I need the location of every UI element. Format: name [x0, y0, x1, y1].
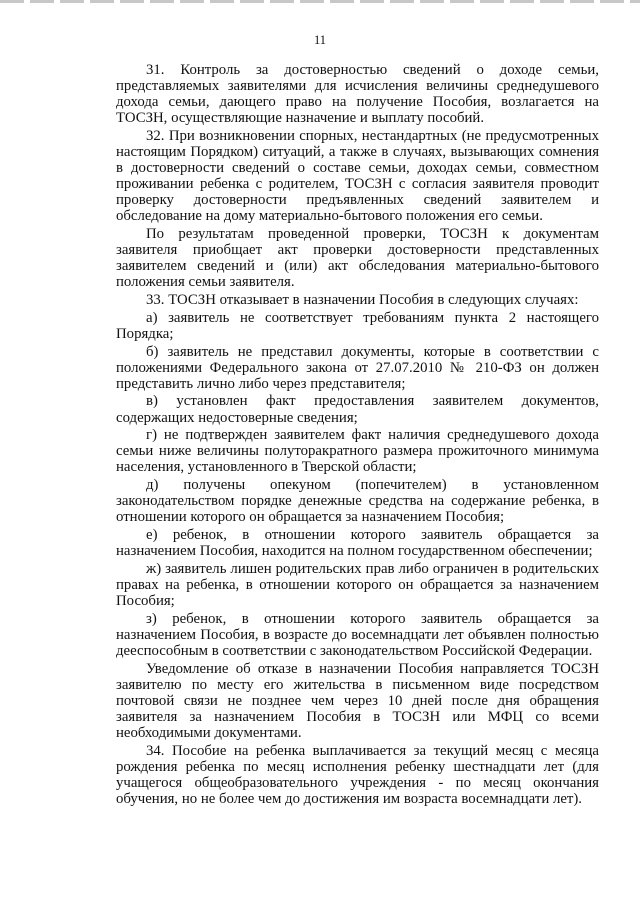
list-item-e: е) ребенок, в отношении которого заявитель обращается за назначением Пособия, находится на полном государственном обеспечении; [116, 526, 599, 560]
scan-edge-artifact [0, 0, 640, 3]
paragraph-33: 33. ТОСЗН отказывает в назначении Пособия в следующих случаях: [146, 292, 579, 309]
paragraph-32: 32. При возникновении спорных, нестандартных (не предусмотренных настоящим Порядком) ситуаций, а также в случаях, вызывающих сомнения в достоверности сведений о составе семьи, доходах семьи, совместном проживании ребенка с родителем, ТОСЗН с согласия заявителя проводит проверку достоверности предъявленных сведений заявителем и обследование на дому материально-бытового положения его семьи. [116, 127, 599, 225]
list-item-a: а) заявитель не соответствует требованиям пункта 2 настоящего Порядка; [116, 309, 599, 342]
list-item-zh: ж) заявитель лишен родительских прав либо ограничен в родительских правах на ребенка, в отношении которого он обращается за назначением Пособия; [116, 560, 599, 609]
paragraph-refusal-notice: Уведомление об отказе в назначении Пособия направляется ТОСЗН заявителю по месту его жительства в письменном виде посредством почтовой связи не позднее чем через 10 дней после дня обращения заявителя за назначением Пособия в ТОСЗН или МФЦ со всеми необходимыми документами. [116, 660, 599, 741]
paragraph-34: 34. Пособие на ребенка выплачивается за текущий месяц с месяца рождения ребенка по месяц исполнения ребенку шестнадцати лет (для учащегося общеобразовательного учреждения - по месяц окончания обучения, но не более чем до достижения им возраста восемнадцати лет). [116, 742, 599, 807]
list-item-g: г) не подтвержден заявителем факт наличия среднедушевого дохода семьи ниже величины полуторакратного размера прожиточного минимума населения, установленного в Тверской области; [116, 427, 599, 476]
paragraph-verification-result: По результатам проведенной проверки, ТОСЗН к документам заявителя приобщает акт проверки достоверности представленных заявителем сведений и (или) акт обследования материально-бытового положения семьи заявителя. [116, 226, 599, 291]
list-item-d: д) получены опекуном (попечителем) в установленном законодательством порядке денежные средства на содержание ребенка, в отношении которого он обращается за назначением Пособия; [116, 477, 599, 526]
list-item-b: б) заявитель не представил документы, которые в соответствии с положениями Федерального закона от 27.07.2010 № 210-ФЗ он должен представить лично либо через представителя; [116, 343, 599, 392]
page-number: 11 [313, 33, 327, 47]
list-item-z: з) ребенок, в отношении которого заявитель обращается за назначением Пособия, в возрасте до восемнадцати лет объявлен полностью дееспособным в соответствии с законодательством Российской Федерации. [116, 610, 599, 659]
list-item-v: в) установлен факт предоставления заявителем документов, содержащих недостоверные сведения; [116, 393, 599, 426]
paragraph-31: 31. Контроль за достоверностью сведений о доходе семьи, представляемых заявителями для исчисления величины среднедушевого дохода семьи, дающего право на получение Пособия, возлагается на ТОСЗН, осуществляющие назначение и выплату пособий. [116, 62, 599, 127]
document-body [116, 62, 599, 807]
